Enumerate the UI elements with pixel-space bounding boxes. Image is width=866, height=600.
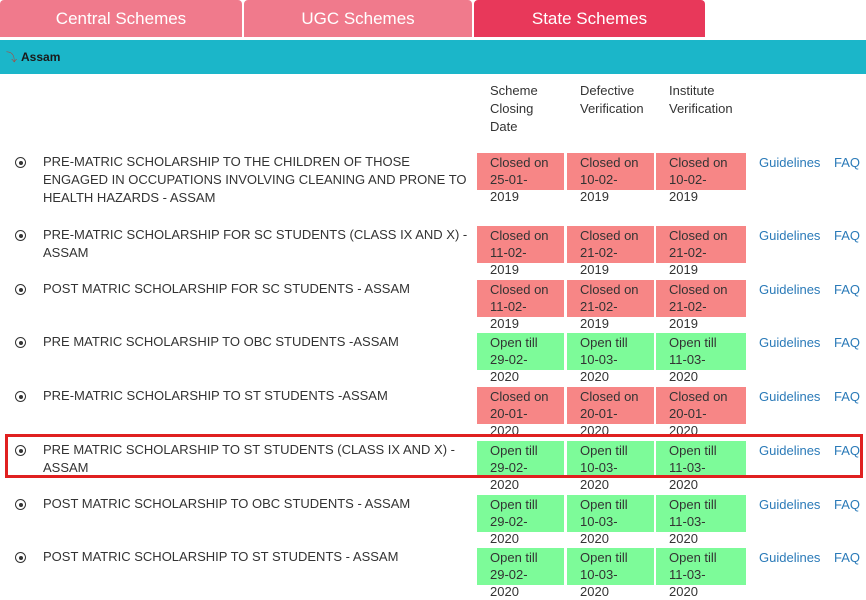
status-label: Closed on xyxy=(490,155,549,170)
status-date: 21-02-2019 xyxy=(580,299,618,331)
guidelines-link[interactable]: Guidelines xyxy=(759,155,821,170)
state-name: Assam xyxy=(21,50,61,64)
faq-link[interactable]: FAQ xyxy=(834,155,861,170)
status-label: Open till xyxy=(580,335,628,350)
radio-button-icon[interactable] xyxy=(15,499,26,510)
status-label: Open till xyxy=(669,497,717,512)
closing-date-cell xyxy=(477,226,564,277)
guidelines-link[interactable]: Guidelines xyxy=(759,497,821,512)
status-date: 10-02-2019 xyxy=(580,172,618,204)
faq-link[interactable]: FAQ xyxy=(834,335,861,350)
status-date: 20-01-2020 xyxy=(580,406,618,438)
status-date: 29-02-2020 xyxy=(490,514,528,546)
scheme-name: PRE-MATRIC SCHOLARSHIP TO ST STUDENTS -ASSAM xyxy=(43,388,388,403)
institute-verification-cell xyxy=(656,226,746,277)
scheme-name: PRE MATRIC SCHOLARSHIP TO OBC STUDENTS -ASSAM xyxy=(43,334,399,349)
radio-button-icon[interactable] xyxy=(15,230,26,241)
scheme-name: POST MATRIC SCHOLARSHIP TO ST STUDENTS - ASSAM xyxy=(43,549,399,564)
scheme-name: POST MATRIC SCHOLARSHIP FOR SC STUDENTS - ASSAM xyxy=(43,281,410,296)
status-label: Open till xyxy=(490,335,538,350)
status-date: 20-01-2020 xyxy=(490,406,528,438)
status-date: 29-02-2020 xyxy=(490,352,528,384)
faq-link[interactable]: FAQ xyxy=(834,443,861,458)
status-label: Open till xyxy=(669,335,717,350)
column-header-institute-verification: Institute Verification xyxy=(669,83,733,116)
status-label: Closed on xyxy=(669,228,728,243)
status-date: 21-02-2019 xyxy=(669,299,707,331)
status-label: Closed on xyxy=(669,282,728,297)
closing-date-cell xyxy=(477,280,564,331)
status-label: Closed on xyxy=(580,389,639,404)
radio-button-icon[interactable] xyxy=(15,445,26,456)
status-label: Open till xyxy=(580,550,628,565)
guidelines-link[interactable]: Guidelines xyxy=(759,335,821,350)
status-date: 11-02-2019 xyxy=(490,245,527,277)
faq-link[interactable]: FAQ xyxy=(834,282,861,297)
defective-verification-cell xyxy=(567,495,654,546)
status-date: 11-03-2020 xyxy=(669,460,706,492)
status-label: Closed on xyxy=(490,282,549,297)
status-date: 29-02-2020 xyxy=(490,567,528,599)
faq-link[interactable]: FAQ xyxy=(834,228,861,243)
status-label: Open till xyxy=(580,497,628,512)
defective-verification-cell xyxy=(567,280,654,331)
status-label: Open till xyxy=(490,443,538,458)
tab-ugc-schemes[interactable]: UGC Schemes xyxy=(244,0,472,37)
scheme-tabs xyxy=(0,0,866,38)
radio-button-icon[interactable] xyxy=(15,337,26,348)
status-label: Closed on xyxy=(580,155,639,170)
status-date: 29-02-2020 xyxy=(490,460,528,492)
status-date: 11-02-2019 xyxy=(490,299,527,331)
scheme-name: PRE MATRIC SCHOLARSHIP TO ST STUDENTS (CLASS IX AND X) - ASSAM xyxy=(43,442,455,475)
defective-verification-cell xyxy=(567,548,654,599)
tab-state-schemes[interactable]: State Schemes xyxy=(474,0,705,37)
faq-link[interactable]: FAQ xyxy=(834,389,861,404)
defective-verification-cell xyxy=(567,226,654,277)
status-date: 25-01-2019 xyxy=(490,172,528,204)
status-label: Open till xyxy=(669,550,717,565)
status-date: 10-02-2019 xyxy=(669,172,707,204)
status-label: Closed on xyxy=(490,389,549,404)
status-label: Closed on xyxy=(490,228,549,243)
status-label: Open till xyxy=(669,443,717,458)
institute-verification-cell xyxy=(656,153,746,204)
status-date: 10-03-2020 xyxy=(580,514,618,546)
guidelines-link[interactable]: Guidelines xyxy=(759,228,821,243)
status-date: 21-02-2019 xyxy=(669,245,707,277)
status-label: Closed on xyxy=(580,228,639,243)
status-date: 11-03-2020 xyxy=(669,567,706,599)
scheme-name: POST MATRIC SCHOLARSHIP TO OBC STUDENTS - ASSAM xyxy=(43,496,411,511)
state-header-assam[interactable] xyxy=(0,40,866,74)
scheme-name: PRE-MATRIC SCHOLARSHIP TO THE CHILDREN OF THOSE ENGAGED IN OCCUPATIONS INVOLVING CLEANING AND PRONE TO HEALTH HAZARDS - ASSAM xyxy=(43,154,467,205)
status-label: Closed on xyxy=(669,155,728,170)
institute-verification-cell xyxy=(656,280,746,331)
radio-button-icon[interactable] xyxy=(15,391,26,402)
institute-verification-cell xyxy=(656,441,746,492)
radio-button-icon[interactable] xyxy=(15,552,26,563)
closing-date-cell xyxy=(477,387,564,438)
guidelines-link[interactable]: Guidelines xyxy=(759,443,821,458)
defective-verification-cell xyxy=(567,333,654,384)
institute-verification-cell xyxy=(656,548,746,599)
closing-date-cell xyxy=(477,153,564,204)
status-label: Open till xyxy=(580,443,628,458)
column-header-closing-date: Scheme Closing Date xyxy=(490,83,538,134)
defective-verification-cell xyxy=(567,153,654,204)
faq-link[interactable]: FAQ xyxy=(834,550,861,565)
tab-central-schemes[interactable]: Central Schemes xyxy=(0,0,242,37)
status-date: 11-03-2020 xyxy=(669,514,706,546)
radio-button-icon[interactable] xyxy=(15,284,26,295)
status-date: 21-02-2019 xyxy=(580,245,618,277)
status-date: 10-03-2020 xyxy=(580,352,618,384)
guidelines-link[interactable]: Guidelines xyxy=(759,389,821,404)
defective-verification-cell xyxy=(567,387,654,438)
closing-date-cell xyxy=(477,548,564,599)
status-date: 10-03-2020 xyxy=(580,567,618,599)
closing-date-cell xyxy=(477,441,564,492)
status-label: Open till xyxy=(490,497,538,512)
closing-date-cell xyxy=(477,495,564,546)
status-date: 10-03-2020 xyxy=(580,460,618,492)
closing-date-cell xyxy=(477,333,564,384)
guidelines-link[interactable]: Guidelines xyxy=(759,282,821,297)
guidelines-link[interactable]: Guidelines xyxy=(759,550,821,565)
institute-verification-cell xyxy=(656,495,746,546)
institute-verification-cell xyxy=(656,387,746,438)
radio-button-icon[interactable] xyxy=(15,157,26,168)
scheme-name: PRE-MATRIC SCHOLARSHIP FOR SC STUDENTS (CLASS IX AND X) - ASSAM xyxy=(43,227,468,260)
expand-arrow-icon: ⤵ xyxy=(6,52,17,64)
defective-verification-cell xyxy=(567,441,654,492)
faq-link[interactable]: FAQ xyxy=(834,497,861,512)
column-header-defective-verification: Defective Verification xyxy=(580,83,644,116)
status-label: Closed on xyxy=(669,389,728,404)
status-label: Closed on xyxy=(580,282,639,297)
status-date: 20-01-2020 xyxy=(669,406,707,438)
status-label: Open till xyxy=(490,550,538,565)
status-date: 11-03-2020 xyxy=(669,352,706,384)
institute-verification-cell xyxy=(656,333,746,384)
